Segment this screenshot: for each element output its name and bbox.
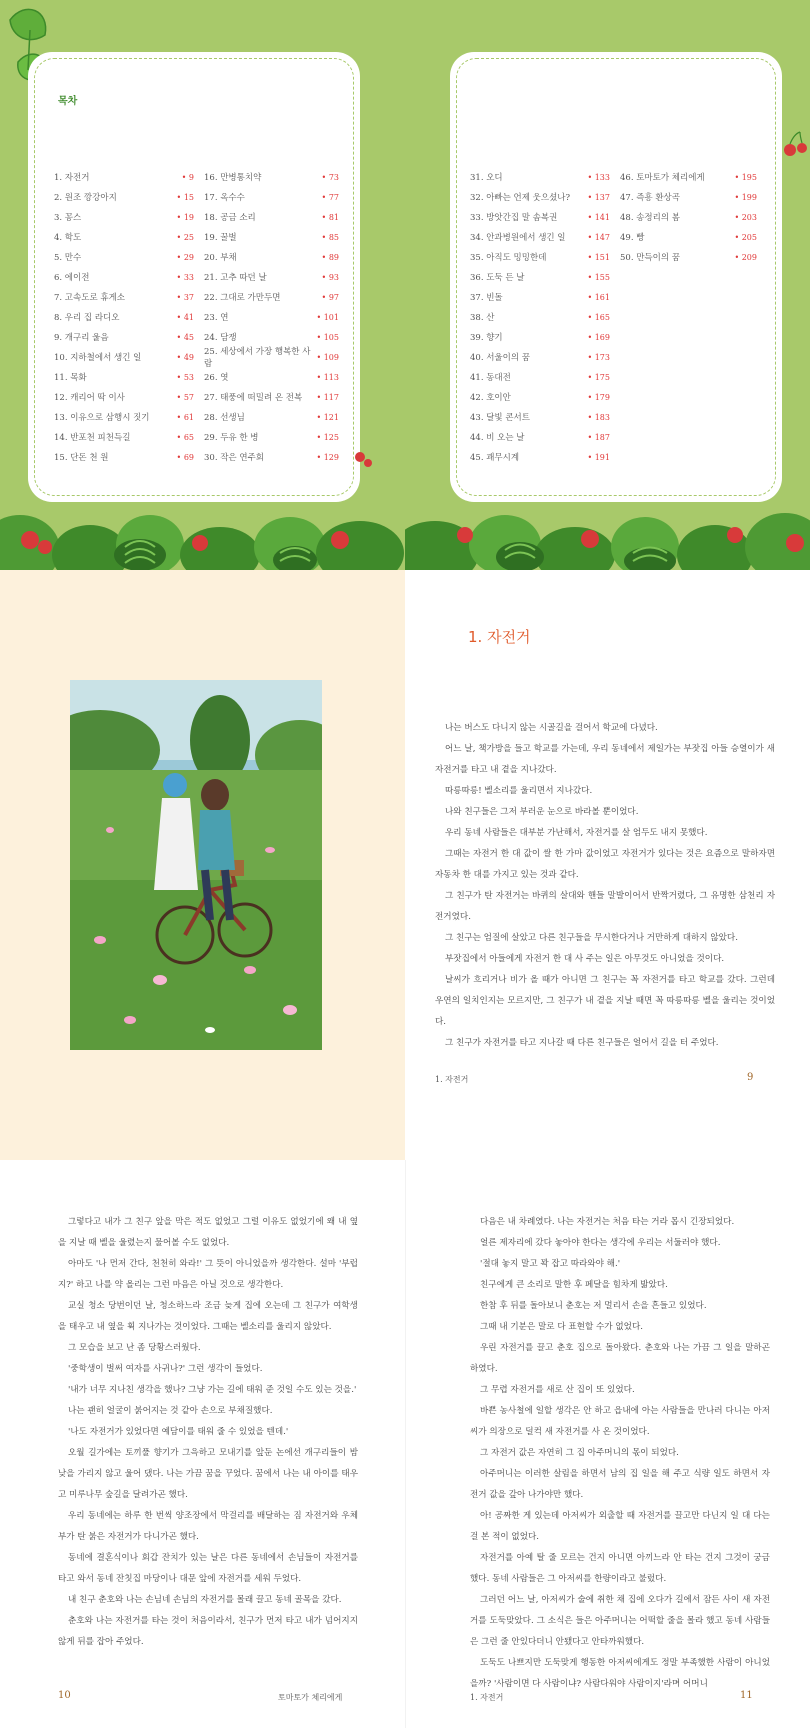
toc-entry (204, 307, 339, 327)
paragraph: 한참 후 뒤를 돌아보니 춘호는 저 멀리서 손을 흔들고 있었다. (480, 1301, 707, 1311)
toc-entry-title: 11. 목화 (54, 373, 87, 383)
toc-entry-title: 35. 아직도 밍밍한데 (470, 253, 547, 263)
toc-entry-page: • 85 (322, 233, 339, 242)
running-head: 1. 자전거 (470, 1693, 504, 1702)
gutter-divider (405, 1160, 406, 1728)
toc-entry-page: • 65 (177, 433, 194, 442)
paragraph: 우린 자전거를 끌고 춘호 집으로 돌아왔다. 춘호와 나는 가끔 그 일을 말하곤 하였다. (470, 1343, 770, 1374)
toc-entry-page: • 165 (587, 313, 610, 322)
toc-entry-page: • 57 (177, 393, 194, 402)
toc-entry-page: • 151 (587, 253, 610, 262)
running-head: 토마토가 체리에게 (278, 1693, 343, 1702)
toc-entry-title: 20. 부채 (204, 253, 237, 263)
toc-title: 목차 (58, 96, 78, 107)
toc-entry-page: • 37 (177, 293, 194, 302)
watermelon-vine-decoration (405, 435, 810, 570)
toc-entry-page: • 169 (587, 333, 610, 342)
illustration-page (0, 570, 405, 1160)
paragraph: 동네에 결혼식이나 회갑 잔치가 있는 날은 다른 동네에서 손님들이 자전거를 타고 와서 동네 잔칫집 마당이나 대문 앞에 자전거를 세워 두었다. (58, 1553, 358, 1584)
toc-entry-page: • 113 (316, 373, 339, 382)
paragraph: 나는 버스도 다니지 않는 시골길을 걸어서 학교에 다녔다. (445, 723, 658, 733)
toc-entry-title: 14. 반포천 피천득길 (54, 433, 131, 443)
toc-entry (470, 347, 610, 367)
page-number: 11 (740, 1690, 753, 1701)
toc-entry-title: 4. 학도 (54, 233, 82, 243)
toc-entry (54, 187, 194, 207)
toc-entry-title: 31. 오디 (470, 173, 503, 183)
toc-entry-title: 43. 달빛 콘서트 (470, 413, 530, 423)
toc-entry-title: 33. 방앗간집 말 솜복권 (470, 213, 558, 223)
toc-entry-page: • 183 (587, 413, 610, 422)
watermelon-vine-decoration (0, 435, 405, 570)
paragraph: 그러던 어느 날, 아저씨가 술에 취한 채 집에 오다가 길에서 잠든 사이 새 자전거를 도둑맞았다. 그 소식은 들은 아주머니는 어떡할 줄을 몰라 했고 동네 사람들은 그런 줄 안있다더니 안됐다고 안타까워했다. (470, 1595, 770, 1647)
toc-entry (470, 367, 610, 387)
paragraph: '내가 너무 지나친 생각을 했나? 그냥 가는 길에 태워 준 것일 수도 있는 것을.' (68, 1385, 357, 1395)
toc-entry (470, 327, 610, 347)
toc-entry-title: 19. 꿀벌 (204, 233, 237, 243)
paragraph: 친구에게 큰 소리로 말한 후 페달을 힘차게 밟았다. (480, 1280, 668, 1290)
paragraph: 내 친구 춘호와 나는 손님네 손님의 자전거를 몰래 끌고 동네 골목을 갔다. (68, 1595, 342, 1605)
toc-page-right (405, 0, 810, 570)
toc-entry-page: • 133 (587, 173, 610, 182)
toc-entry-title: 16. 만병통치약 (204, 173, 262, 183)
toc-entry-title: 9. 개구리 울음 (54, 333, 109, 343)
paragraph: '중학생이 벌써 여자를 사귀나?' 그런 생각이 들었다. (68, 1364, 263, 1374)
toc-entry-title: 38. 산 (470, 313, 495, 323)
toc-entry-page: • 41 (177, 313, 194, 322)
toc-entry-page: • 29 (177, 253, 194, 262)
toc-entry (204, 167, 339, 187)
toc-entry-page: • 173 (587, 353, 610, 362)
toc-entry-page: • 25 (177, 233, 194, 242)
page-number: 10 (58, 1690, 71, 1701)
toc-spread (0, 0, 810, 570)
toc-entry-title: 32. 아빠는 언제 웃으셨나? (470, 193, 571, 203)
page-number: 9 (747, 1072, 754, 1083)
toc-entry-title: 27. 태풍에 떠밀려 온 전복 (204, 393, 303, 403)
toc-entry-title: 26. 엿 (204, 373, 229, 383)
chapter-opening-spread (0, 570, 810, 1160)
toc-entry (204, 187, 339, 207)
toc-entry-page: • 191 (587, 453, 610, 462)
toc-entry-title: 25. 세상에서 가장 행복한 사람 (204, 347, 311, 369)
toc-entry (470, 247, 610, 267)
toc-entry-page: • 97 (322, 293, 339, 302)
toc-entry-page: • 15 (177, 193, 194, 202)
toc-column (470, 167, 610, 467)
toc-entry (204, 227, 339, 247)
toc-entry-title: 37. 빈돌 (470, 293, 503, 303)
toc-entry (54, 287, 194, 307)
paragraph: 나와 친구들은 그저 부러운 눈으로 바라볼 뿐이었다. (445, 807, 639, 817)
chapter-body-text (435, 718, 775, 1054)
toc-entry-title: 18. 공금 소리 (204, 213, 256, 223)
toc-entry-title: 49. 빵 (620, 233, 645, 243)
toc-entry (54, 307, 194, 327)
toc-entry (54, 207, 194, 227)
paragraph: 아주머니는 이러한 살림을 하면서 남의 집 일을 해 주고 식량 일도 하면서 자전거 값을 갚아 나가야만 했다. (470, 1469, 770, 1500)
paragraph: 그 모습을 보고 난 좀 당황스러웠다. (68, 1343, 201, 1353)
toc-entry-title: 36. 도둑 든 날 (470, 273, 525, 283)
toc-entry-page: • 137 (587, 193, 610, 202)
toc-column (54, 167, 194, 467)
toc-entry-title: 47. 즉흥 환상곡 (620, 193, 680, 203)
paragraph: 따릉따릉! 벨소리를 울리면서 지나갔다. (445, 786, 593, 796)
paragraph: 교실 청소 당번이던 날, 청소하느라 조금 늦게 집에 오는데 그 친구가 여학생을 태우고 내 옆을 휙 지나가는 것이었다. 그때는 벨소리를 울리지 않았다. (58, 1301, 358, 1332)
toc-entry-title: 1. 자전거 (54, 173, 90, 183)
paragraph: 부잣집에서 아들에게 자전거 한 대 사 주는 일은 아무것도 아니었을 것이다. (445, 954, 725, 964)
toc-entry-title: 39. 향기 (470, 333, 503, 343)
toc-entry-title: 44. 비 오는 날 (470, 433, 525, 443)
toc-entry-title: 48. 송정리의 봄 (620, 213, 680, 223)
toc-entry-page: • 61 (177, 413, 194, 422)
toc-entry-title: 30. 작은 연주회 (204, 453, 264, 463)
toc-entry-page: • 53 (177, 373, 194, 382)
paragraph: 그 친구가 자전거를 타고 지나갈 때 다른 친구들은 얼어서 길을 터 주었다. (445, 1038, 719, 1048)
toc-entry (470, 287, 610, 307)
toc-entry (204, 247, 339, 267)
toc-entry-title: 2. 원조 깡강아지 (54, 193, 117, 203)
toc-entry (204, 327, 339, 347)
toc-entry (620, 207, 757, 227)
toc-entry-title: 21. 고추 따던 날 (204, 273, 267, 283)
paragraph: 우리 동네 사람들은 대부분 가난해서, 자전거를 살 엄두도 내지 못했다. (445, 828, 708, 838)
toc-entry-title: 28. 선생님 (204, 413, 245, 423)
toc-page-left (0, 0, 405, 570)
toc-entry-title: 22. 그대로 가만두면 (204, 293, 281, 303)
toc-entry (204, 287, 339, 307)
toc-entry (470, 387, 610, 407)
text-page-9 (405, 570, 810, 1160)
paragraph: 얼른 제자리에 갔다 놓아야 한다는 생각에 우리는 서둘러야 했다. (480, 1238, 721, 1248)
paragraph: 도둑도 나쁘지만 도둑맞게 행동한 아저씨에게도 정말 부족했한 사람이 아니었을까? '사람이면 다 사람이냐? 사람다워야 사람이지'라며 어머니 (470, 1658, 770, 1689)
toc-entry-page: • 195 (734, 173, 757, 182)
toc-entry-title: 50. 만득이의 꿈 (620, 253, 680, 263)
toc-entry-page: • 105 (316, 333, 339, 342)
toc-entry-title: 45. 괘무시계 (470, 453, 520, 463)
bicycle-meadow-illustration (70, 680, 322, 1050)
toc-entry (470, 407, 610, 427)
toc-entry-title: 34. 안과병원에서 생긴 일 (470, 233, 566, 243)
toc-entry-title: 5. 만수 (54, 253, 82, 263)
paragraph: 그 무렵 자전거를 새로 산 집이 또 있었다. (480, 1385, 635, 1395)
toc-entry-page: • 121 (316, 413, 339, 422)
toc-entry-page: • 147 (587, 233, 610, 242)
toc-entry-page: • 117 (316, 393, 339, 402)
page-10-body-text (58, 1212, 358, 1653)
toc-entry (620, 167, 757, 187)
toc-column (620, 167, 757, 267)
paragraph: 자전거를 아예 탈 줄 모르는 건지 아니면 아끼느라 안 타는 건지 그것이 궁금했다. 동네 사람들은 그 아저씨를 한량이라고 불렀다. (470, 1553, 770, 1584)
toc-entry-page: • 89 (322, 253, 339, 262)
toc-entry-title: 12. 캐리어 딱 이사 (54, 393, 125, 403)
paragraph: 우리 동네에는 하루 한 번씩 양조장에서 막걸리를 배달하는 짐 자전거와 우체부가 탄 붉은 자전거가 다니가곤 했다. (58, 1511, 358, 1542)
toc-entry-page: • 205 (734, 233, 757, 242)
paragraph: 다음은 내 차례였다. 나는 자전거는 처음 타는 거라 몹시 긴장되었다. (480, 1217, 735, 1227)
paragraph: 그 자전거 값은 자연히 그 집 아주머니의 몫이 되었다. (480, 1448, 679, 1458)
toc-entry (470, 307, 610, 327)
toc-entry-title: 46. 토마토가 체리에게 (620, 173, 705, 183)
paragraph: 아! 공짜한 게 있는데 아저씨가 외출할 때 자전거를 끌고만 다닌지 일 대 다는 걸 본 적이 없었다. (470, 1511, 770, 1542)
toc-entry-title: 42. 호이안 (470, 393, 511, 403)
toc-entry-page: • 9 (182, 173, 194, 182)
toc-entry-page: • 125 (316, 433, 339, 442)
toc-entry (54, 247, 194, 267)
toc-entry-title: 29. 두유 한 병 (204, 433, 259, 443)
toc-entry-page: • 33 (177, 273, 194, 282)
toc-entry (620, 187, 757, 207)
toc-entry-page: • 129 (316, 453, 339, 462)
toc-entry (204, 347, 339, 367)
paragraph: 그때는 자전거 한 대 값이 쌀 한 가마 값이었고 자전거가 있다는 것은 요즘으로 말하자면 자동차 한 대를 가지고 있는 것과 같다. (435, 849, 775, 880)
toc-entry-page: • 187 (587, 433, 610, 442)
paragraph: 그 친구가 탄 자전거는 바퀴의 살대와 핸들 말발이어서 반짝거렸다, 그 유명한 삼천리 자전거였다. (435, 891, 775, 922)
toc-entry-page: • 203 (734, 213, 757, 222)
toc-entry-title: 24. 담쟁 (204, 333, 237, 343)
toc-entry-page: • 69 (177, 453, 194, 462)
toc-entry (620, 247, 757, 267)
chapter-title: 1. 자전거 (468, 628, 531, 646)
paragraph: 아마도 '나 먼저 간다, 천천히 와라!' 그 뜻이 아니었을까 생각한다. 설마 '부럽지?' 하고 나를 약 올리는 그런 마음은 아닐 것으로 생각한다. (58, 1259, 358, 1290)
paragraph: 그때 내 기분은 말로 다 표현할 수가 없었다. (480, 1322, 643, 1332)
toc-entry-title: 7. 고속도로 휴게소 (54, 293, 125, 303)
toc-entry-title: 41. 동대전 (470, 373, 511, 383)
page-11-body-text (470, 1212, 770, 1695)
toc-entry-page: • 109 (316, 353, 339, 362)
toc-entry-title: 15. 단돈 천 원 (54, 453, 109, 463)
toc-entry-page: • 179 (587, 393, 610, 402)
toc-entry (204, 207, 339, 227)
toc-entry-page: • 155 (587, 273, 610, 282)
toc-entry-title: 3. 꽁스 (54, 213, 82, 223)
toc-entry (54, 167, 194, 187)
paragraph: 그렇다고 내가 그 친구 앞을 막은 적도 없었고 그럴 이유도 없었기에 왜 내 옆을 지날 때 벨을 울렸는지 물어볼 수도 없었다. (58, 1217, 358, 1248)
paragraph: 어느 날, 책가방을 들고 학교를 가는데, 우리 동네에서 제일가는 부잣집 아들 승열이가 새 자전거를 타고 내 곁을 지나갔다. (435, 744, 775, 775)
paragraph: '나도 자전거가 있었다면 예담이를 태워 줄 수 있었을 텐데.' (68, 1427, 289, 1437)
toc-entry (54, 227, 194, 247)
toc-entry-page: • 209 (734, 253, 757, 262)
toc-entry (54, 387, 194, 407)
toc-entry (54, 267, 194, 287)
toc-entry (204, 387, 339, 407)
paragraph: '절대 놓지 말고 꽉 잡고 따라와야 해.' (480, 1259, 621, 1269)
toc-entry (470, 227, 610, 247)
toc-entry (470, 187, 610, 207)
paragraph: 오월 길가에는 토끼풀 향기가 그윽하고 모내기를 앞둔 논에선 개구리들이 밤낮을 가리지 않고 울어 댔다. 나는 가끔 꿈을 꾸었다. 꿈에서 나는 내 아이를 태우고 미루나무 숲길을 달려가곤 했다. (58, 1448, 358, 1500)
toc-entry-page: • 161 (587, 293, 610, 302)
toc-entry (470, 267, 610, 287)
toc-entry (620, 227, 757, 247)
toc-entry-page: • 45 (177, 333, 194, 342)
toc-entry (54, 347, 194, 367)
toc-entry-page: • 73 (322, 173, 339, 182)
toc-entry (470, 207, 610, 227)
paragraph: 바쁜 농사철에 일할 생각은 안 하고 읍내에 아는 사람들을 만나러 다니는 아저씨가 의장으로 덜컥 새 자전거를 사 온 것이었다. (470, 1406, 770, 1437)
toc-entry (54, 407, 194, 427)
text-spread (0, 1160, 810, 1728)
toc-entry (204, 267, 339, 287)
toc-entry-page: • 19 (177, 213, 194, 222)
toc-entry-title: 13. 이유으로 삼행시 짓기 (54, 413, 150, 423)
toc-entry-page: • 77 (322, 193, 339, 202)
paragraph: 날씨가 흐리거나 비가 올 때가 아니면 그 친구는 꼭 자전거를 타고 학교를 갔다. 그런데 우연의 일치인지는 모르지만, 그 친구가 내 곁을 지날 때면 꼭 따릉따릉 벨을 울리는 것이었다. (435, 975, 775, 1027)
toc-entry-title: 10. 지하철에서 생긴 일 (54, 353, 142, 363)
toc-entry-page: • 101 (316, 313, 339, 322)
toc-entry (54, 327, 194, 347)
toc-entry (204, 367, 339, 387)
toc-entry-page: • 93 (322, 273, 339, 282)
cherry-decoration-icon (780, 130, 810, 160)
toc-column (204, 167, 339, 467)
toc-entry (204, 407, 339, 427)
toc-entry-title: 40. 서울이의 꿈 (470, 353, 530, 363)
running-head: 1. 자전거 (435, 1075, 469, 1084)
toc-entry (54, 367, 194, 387)
toc-entry-title: 6. 에이전 (54, 273, 90, 283)
toc-entry-title: 23. 연 (204, 313, 229, 323)
toc-entry-page: • 49 (177, 353, 194, 362)
paragraph: 나는 괜히 얼굴이 붉어지는 것 같아 손으로 부채질했다. (68, 1406, 273, 1416)
paragraph: 춘호와 나는 자전거를 타는 것이 처음이라서, 친구가 먼저 타고 내가 넘어지지 않게 뒤를 잡아 주었다. (58, 1616, 358, 1647)
toc-entry-page: • 199 (734, 193, 757, 202)
paragraph: 그 친구는 엄질에 살았고 다른 친구들을 무시한다거나 거만하게 대하지 않았다. (445, 933, 738, 943)
toc-entry-page: • 141 (587, 213, 610, 222)
toc-entry-page: • 175 (587, 373, 610, 382)
toc-entry-title: 8. 우리 집 라디오 (54, 313, 120, 323)
toc-entry-page: • 81 (322, 213, 339, 222)
toc-entry-title: 17. 옥수수 (204, 193, 245, 203)
toc-entry (470, 167, 610, 187)
